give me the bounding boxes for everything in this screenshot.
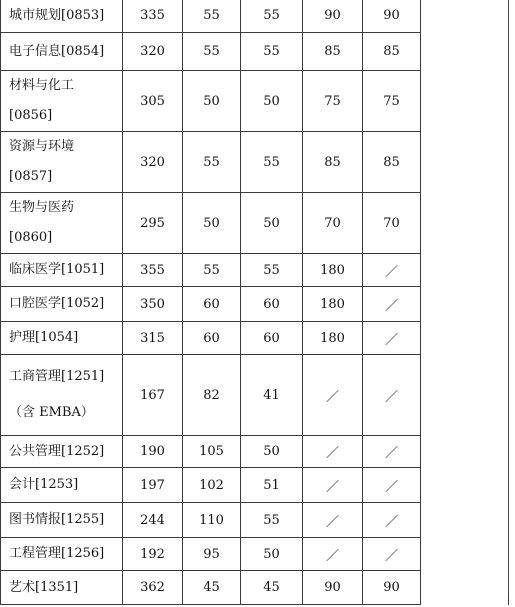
subject3-score-cell: ／ (303, 503, 363, 538)
subject2-score-cell: 50 (241, 193, 303, 254)
subject1-score-cell: 60 (183, 287, 241, 322)
table-row (1, 287, 509, 322)
subject1-score-cell: 50 (183, 71, 241, 132)
subject1-score-cell: 110 (183, 503, 241, 538)
major-name-line: 生物与医药 (9, 200, 75, 215)
subject1-score-cell: 105 (183, 436, 241, 468)
subject1-score-cell: 55 (183, 33, 241, 71)
subject3-score-cell: 85 (303, 33, 363, 71)
total-score-cell: 305 (123, 71, 183, 132)
major-cell: 护理[1054] (1, 322, 123, 355)
major-cell (1, 132, 123, 193)
subject3-score-cell: ／ (303, 436, 363, 468)
empty-cell (421, 254, 509, 287)
empty-cell (421, 503, 509, 538)
subject2-score-cell: 50 (241, 436, 303, 468)
empty-cell (421, 0, 509, 33)
table-row (1, 322, 509, 355)
table-row (1, 33, 509, 71)
total-score-cell: 244 (123, 503, 183, 538)
page-edge-line (508, 0, 509, 596)
subject2-score-cell: 55 (241, 254, 303, 287)
total-score-cell: 335 (123, 0, 183, 33)
total-score-cell: 167 (123, 355, 183, 436)
total-score-cell: 190 (123, 436, 183, 468)
subject2-score-cell: 41 (241, 355, 303, 436)
total-score-cell: 320 (123, 33, 183, 71)
subject2-score-cell: 55 (241, 503, 303, 538)
total-score-cell: 350 (123, 287, 183, 322)
major-name-line: 资源与环境 (9, 139, 75, 154)
subject1-score-cell: 95 (183, 538, 241, 571)
table-row (1, 132, 509, 193)
subject3-score-cell: 70 (303, 193, 363, 254)
subject4-score-cell: 90 (363, 571, 421, 605)
subject3-score-cell: 90 (303, 571, 363, 605)
subject1-score-cell: 55 (183, 254, 241, 287)
subject3-score-cell: 180 (303, 254, 363, 287)
major-cell: 艺术[1351] (1, 571, 123, 605)
subject4-score-cell: 85 (363, 33, 421, 71)
major-name-line: 工商管理[1251] (9, 369, 105, 384)
major-name-line: 材料与化工 (9, 78, 75, 93)
total-score-cell: 320 (123, 132, 183, 193)
major-code-line: [0860] (9, 230, 53, 245)
empty-cell (421, 132, 509, 193)
major-code-line: [0856] (9, 108, 53, 123)
subject4-score-cell: ／ (363, 468, 421, 503)
subject1-score-cell: 55 (183, 132, 241, 193)
subject3-score-cell: 90 (303, 0, 363, 33)
total-score-cell: 192 (123, 538, 183, 571)
subject3-score-cell: ／ (303, 355, 363, 436)
empty-cell (421, 538, 509, 571)
subject3-score-cell: ／ (303, 468, 363, 503)
subject3-score-cell: 180 (303, 287, 363, 322)
total-score-cell: 315 (123, 322, 183, 355)
subject2-score-cell: 51 (241, 468, 303, 503)
subject2-score-cell: 55 (241, 0, 303, 33)
major-cell (1, 355, 123, 436)
subject4-score-cell: ／ (363, 287, 421, 322)
subject2-score-cell: 55 (241, 132, 303, 193)
subject2-score-cell: 55 (241, 33, 303, 71)
table-row (1, 0, 509, 33)
subject1-score-cell: 50 (183, 193, 241, 254)
major-cell: 口腔医学[1052] (1, 287, 123, 322)
table-row (1, 355, 509, 436)
major-cell: 图书情报[1255] (1, 503, 123, 538)
major-cell (1, 71, 123, 132)
subject4-score-cell: ／ (363, 355, 421, 436)
major-cell: 工程管理[1256] (1, 538, 123, 571)
total-score-cell: 197 (123, 468, 183, 503)
major-code-line: [0857] (9, 169, 53, 184)
total-score-cell: 355 (123, 254, 183, 287)
major-note-line: （含 EMBA） (9, 405, 94, 420)
subject2-score-cell: 45 (241, 571, 303, 605)
major-cell: 电子信息[0854] (1, 33, 123, 71)
subject3-score-cell: ／ (303, 538, 363, 571)
empty-cell (421, 33, 509, 71)
subject2-score-cell: 60 (241, 322, 303, 355)
subject4-score-cell: 85 (363, 132, 421, 193)
subject3-score-cell: 180 (303, 322, 363, 355)
subject4-score-cell: 75 (363, 71, 421, 132)
major-cell: 城市规划[0853] (1, 0, 123, 33)
subject4-score-cell: ／ (363, 254, 421, 287)
empty-cell (421, 436, 509, 468)
table-row (1, 436, 509, 468)
major-cell (1, 193, 123, 254)
subject4-score-cell: ／ (363, 322, 421, 355)
table-row (1, 71, 509, 132)
table-row (1, 503, 509, 538)
empty-cell (421, 322, 509, 355)
empty-cell (421, 571, 509, 605)
subject1-score-cell: 55 (183, 0, 241, 33)
subject3-score-cell: 75 (303, 71, 363, 132)
subject4-score-cell: 90 (363, 0, 421, 33)
table-row (1, 254, 509, 287)
subject1-score-cell: 60 (183, 322, 241, 355)
subject1-score-cell: 45 (183, 571, 241, 605)
subject4-score-cell: ／ (363, 436, 421, 468)
major-cell: 临床医学[1051] (1, 254, 123, 287)
empty-cell (421, 355, 509, 436)
table-row (1, 193, 509, 254)
major-cell: 公共管理[1252] (1, 436, 123, 468)
major-cell: 会计[1253] (1, 468, 123, 503)
subject2-score-cell: 50 (241, 71, 303, 132)
subject4-score-cell: 70 (363, 193, 421, 254)
table-row (1, 571, 509, 605)
subject4-score-cell: ／ (363, 538, 421, 571)
table-row (1, 468, 509, 503)
total-score-cell: 362 (123, 571, 183, 605)
subject2-score-cell: 60 (241, 287, 303, 322)
subject4-score-cell: ／ (363, 503, 421, 538)
empty-cell (421, 71, 509, 132)
subject1-score-cell: 102 (183, 468, 241, 503)
empty-cell (421, 468, 509, 503)
empty-cell (421, 193, 509, 254)
empty-cell (421, 287, 509, 322)
subject1-score-cell: 82 (183, 355, 241, 436)
table-row (1, 538, 509, 571)
total-score-cell: 295 (123, 193, 183, 254)
subject2-score-cell: 50 (241, 538, 303, 571)
subject3-score-cell: 85 (303, 132, 363, 193)
